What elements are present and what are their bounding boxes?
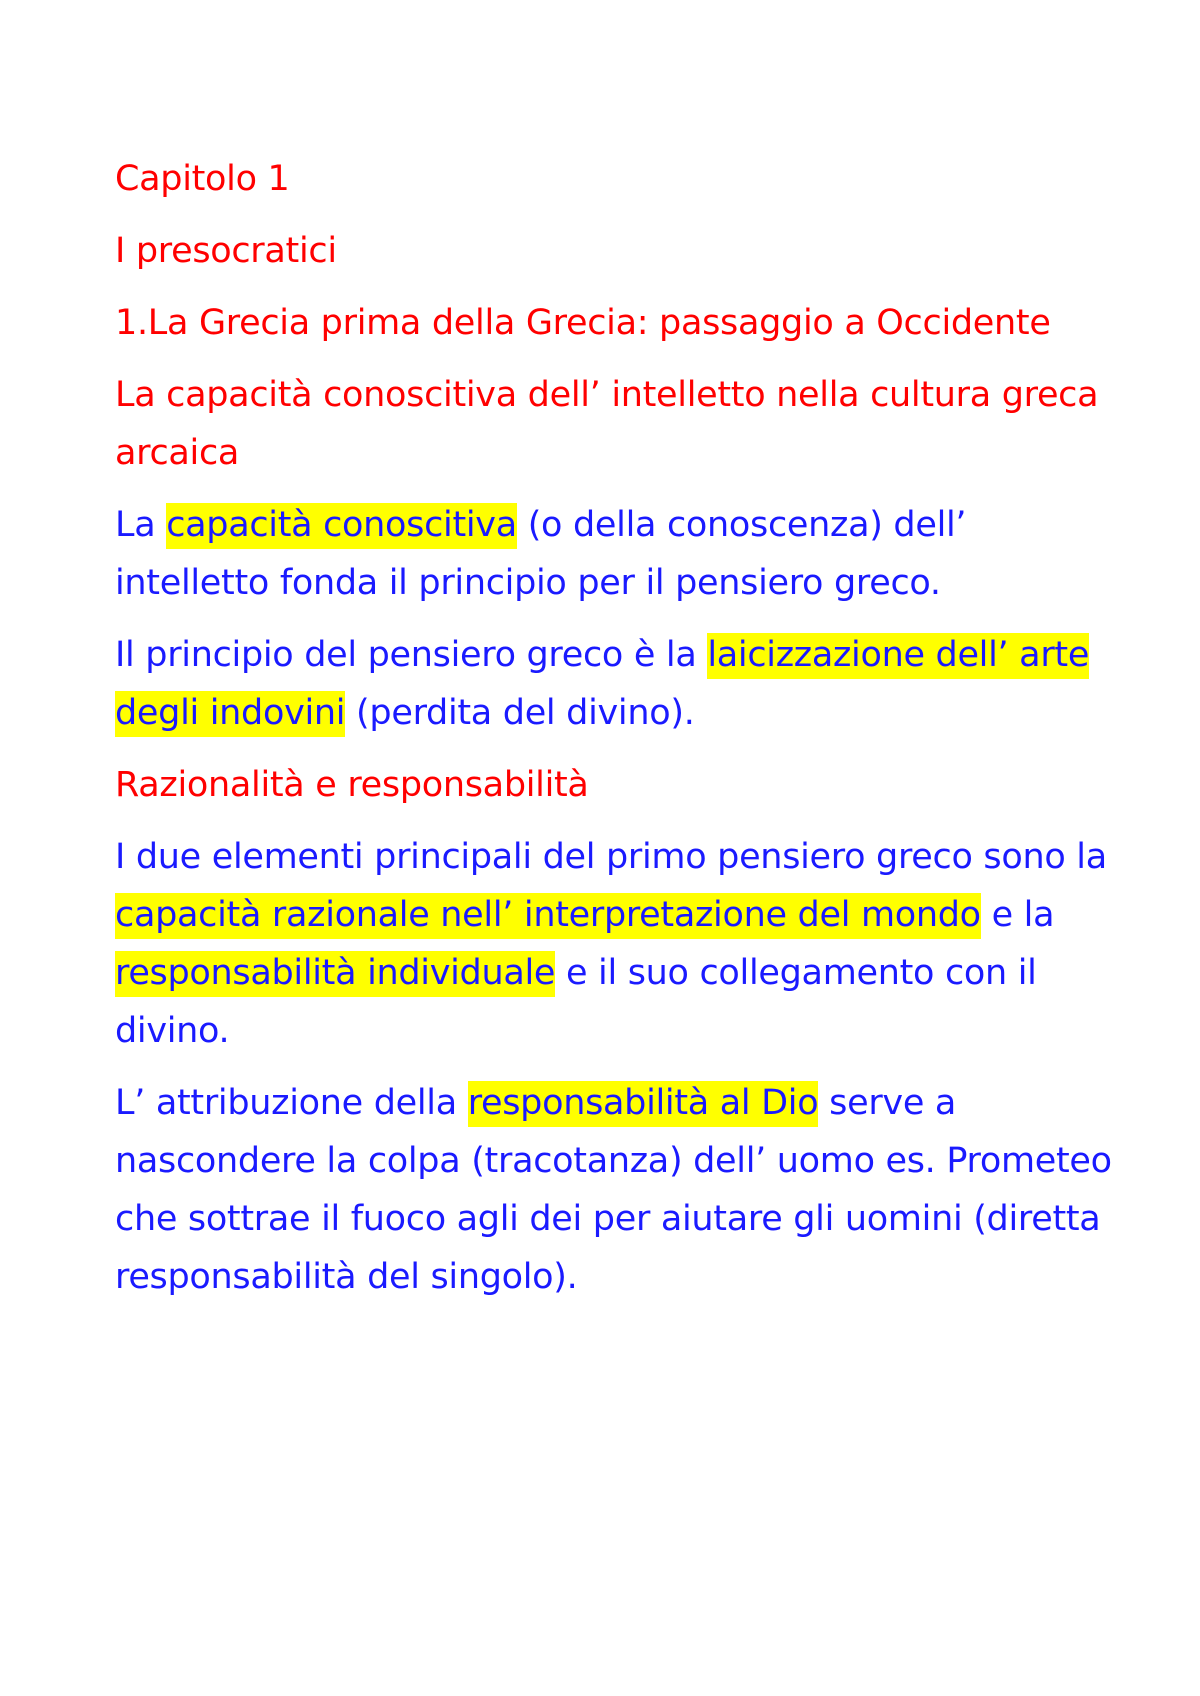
- paragraph-elements: [115, 828, 1115, 1060]
- highlighted-text: capacità razionale nell’ interpretazione del mondo: [115, 893, 981, 939]
- chapter-heading: Capitolo 1: [115, 159, 290, 199]
- document-page: [115, 150, 1115, 1320]
- subsection-heading-knowledge: La capacità conoscitiva dell’ intelletto nella cultura greca arcaica: [115, 375, 1099, 473]
- paragraph-text: La: [115, 505, 167, 545]
- subsection-heading-rationality: Razionalità e responsabilità: [115, 765, 589, 805]
- section-heading: 1.La Grecia prima della Grecia: passaggio a Occidente: [115, 303, 1051, 343]
- highlighted-text: capacità conoscitiva: [166, 503, 517, 549]
- paragraph-attribution: [115, 1074, 1115, 1306]
- paragraph-principle: [115, 626, 1115, 742]
- paragraph-text: I due elementi principali del primo pensiero greco sono la: [115, 837, 1107, 877]
- chapter-title: I presocratici: [115, 231, 337, 271]
- highlighted-text: laicizzazione dell’ arte degli indovini: [115, 633, 1089, 737]
- paragraph-text: L’ attribuzione della: [115, 1083, 468, 1123]
- paragraph-text: serve a nascondere la colpa (tracotanza) dell’ uomo es. Prometeo che sottrae il fuoco agli dei per aiutare gli uomini (diretta responsabilità del singolo).: [115, 1083, 1112, 1297]
- highlighted-text: responsabilità individuale: [115, 951, 555, 997]
- paragraph-text: Il principio del pensiero greco è la: [115, 635, 708, 675]
- paragraph-text: e il suo collegamento con il divino.: [115, 953, 1037, 1051]
- paragraph-text: (perdita del divino).: [345, 693, 695, 733]
- paragraph-knowledge: [115, 496, 1115, 612]
- paragraph-text: e la: [980, 895, 1055, 935]
- paragraph-text: (o della conoscenza) dell’ intelletto fonda il principio per il pensiero greco.: [115, 505, 967, 603]
- highlighted-text: responsabilità al Dio: [468, 1081, 819, 1127]
